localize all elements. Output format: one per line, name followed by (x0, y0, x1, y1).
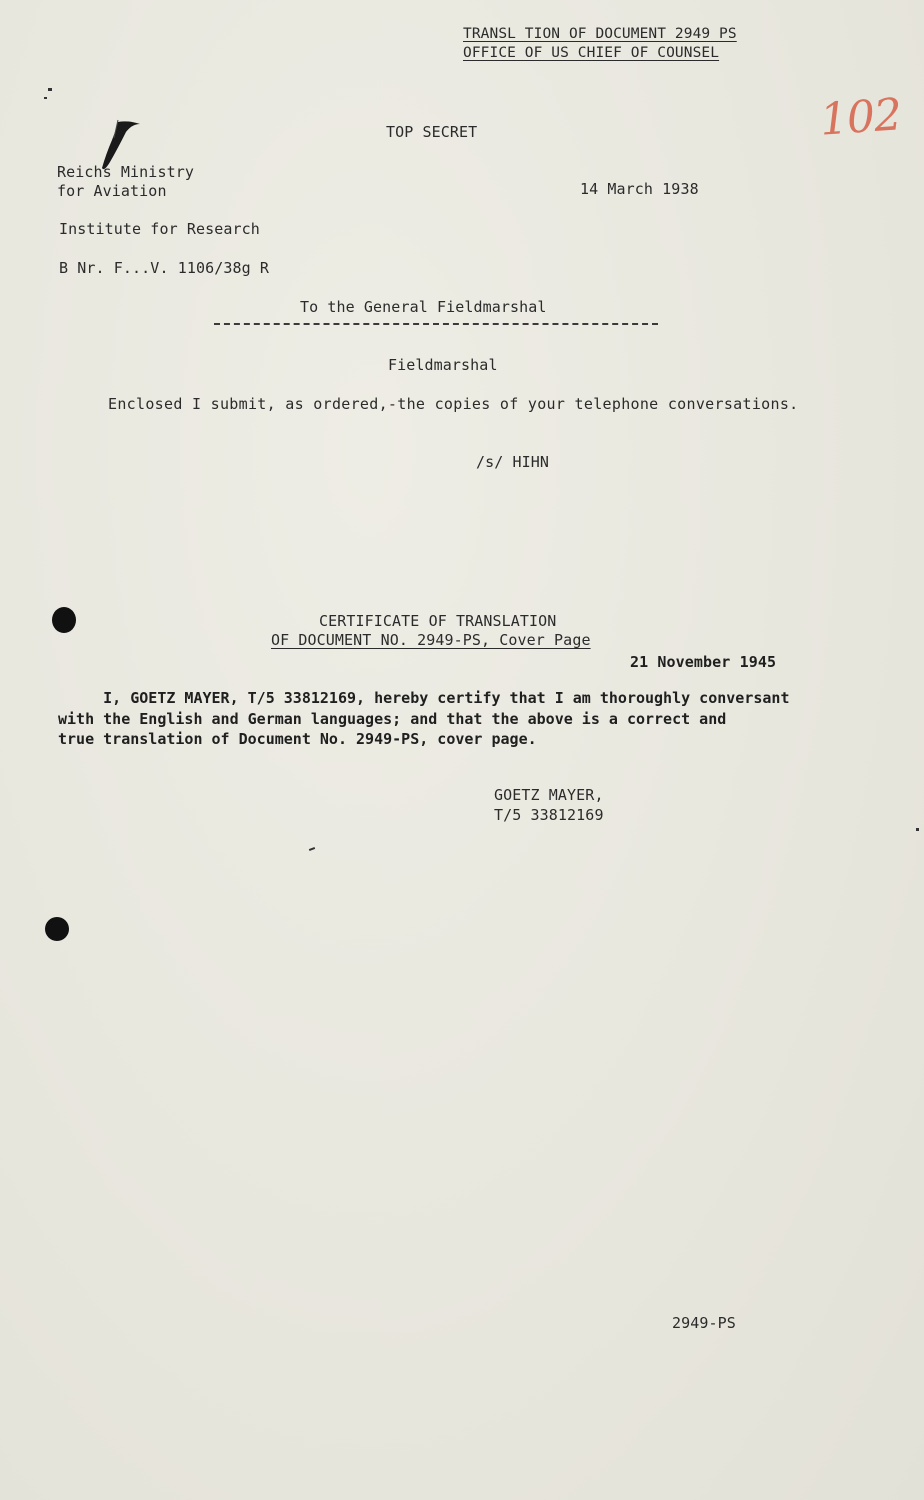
signer-id: T/5 33812169 (494, 806, 604, 824)
salutation: Fieldmarshal (388, 356, 498, 374)
institute-name: Institute for Research (59, 220, 260, 238)
stray-mark (44, 97, 47, 99)
footer-document-id: 2949-PS (672, 1314, 736, 1332)
certificate-text (58, 688, 858, 750)
handwritten-page-number: 102 (818, 89, 903, 146)
certificate-title-line1: CERTIFICATE OF TRANSLATION (319, 612, 557, 630)
stray-mark (309, 847, 315, 851)
dashed-divider (214, 323, 658, 325)
reference-number: B Nr. F...V. 1106/38g R (59, 259, 270, 277)
certificate-text-line3: true translation of Document No. 2949-PS, cover page. (58, 730, 537, 748)
letter-body: Enclosed I submit, as ordered,-the copies of your telephone conversations. (108, 395, 799, 413)
punch-hole (45, 917, 69, 941)
certificate-title-line2: OF DOCUMENT NO. 2949-PS, Cover Page (271, 631, 591, 649)
stray-mark (916, 828, 919, 831)
translation-header-line1: TRANSL TION OF DOCUMENT 2949 PS (463, 26, 737, 42)
punch-hole (52, 607, 76, 633)
addressee: To the General Fieldmarshal (300, 298, 547, 316)
ministry-line2: for Aviation (57, 182, 167, 200)
classification-label: TOP SECRET (386, 123, 478, 141)
certificate-text-line1: I, GOETZ MAYER, T/5 33812169, hereby certify that I am thoroughly conversant (58, 689, 790, 707)
certificate-text-line2: with the English and German languages; and that the above is a correct and (58, 709, 727, 728)
certificate-date: 21 November 1945 (630, 653, 777, 671)
signature: /s/ HIHN (476, 453, 550, 471)
letter-date: 14 March 1938 (580, 180, 699, 198)
ministry-line1: Reichs Ministry (57, 163, 194, 181)
stray-mark (48, 88, 52, 91)
translation-header-line2: OFFICE OF US CHIEF OF COUNSEL (463, 45, 720, 61)
signer-name: GOETZ MAYER, (494, 786, 604, 804)
